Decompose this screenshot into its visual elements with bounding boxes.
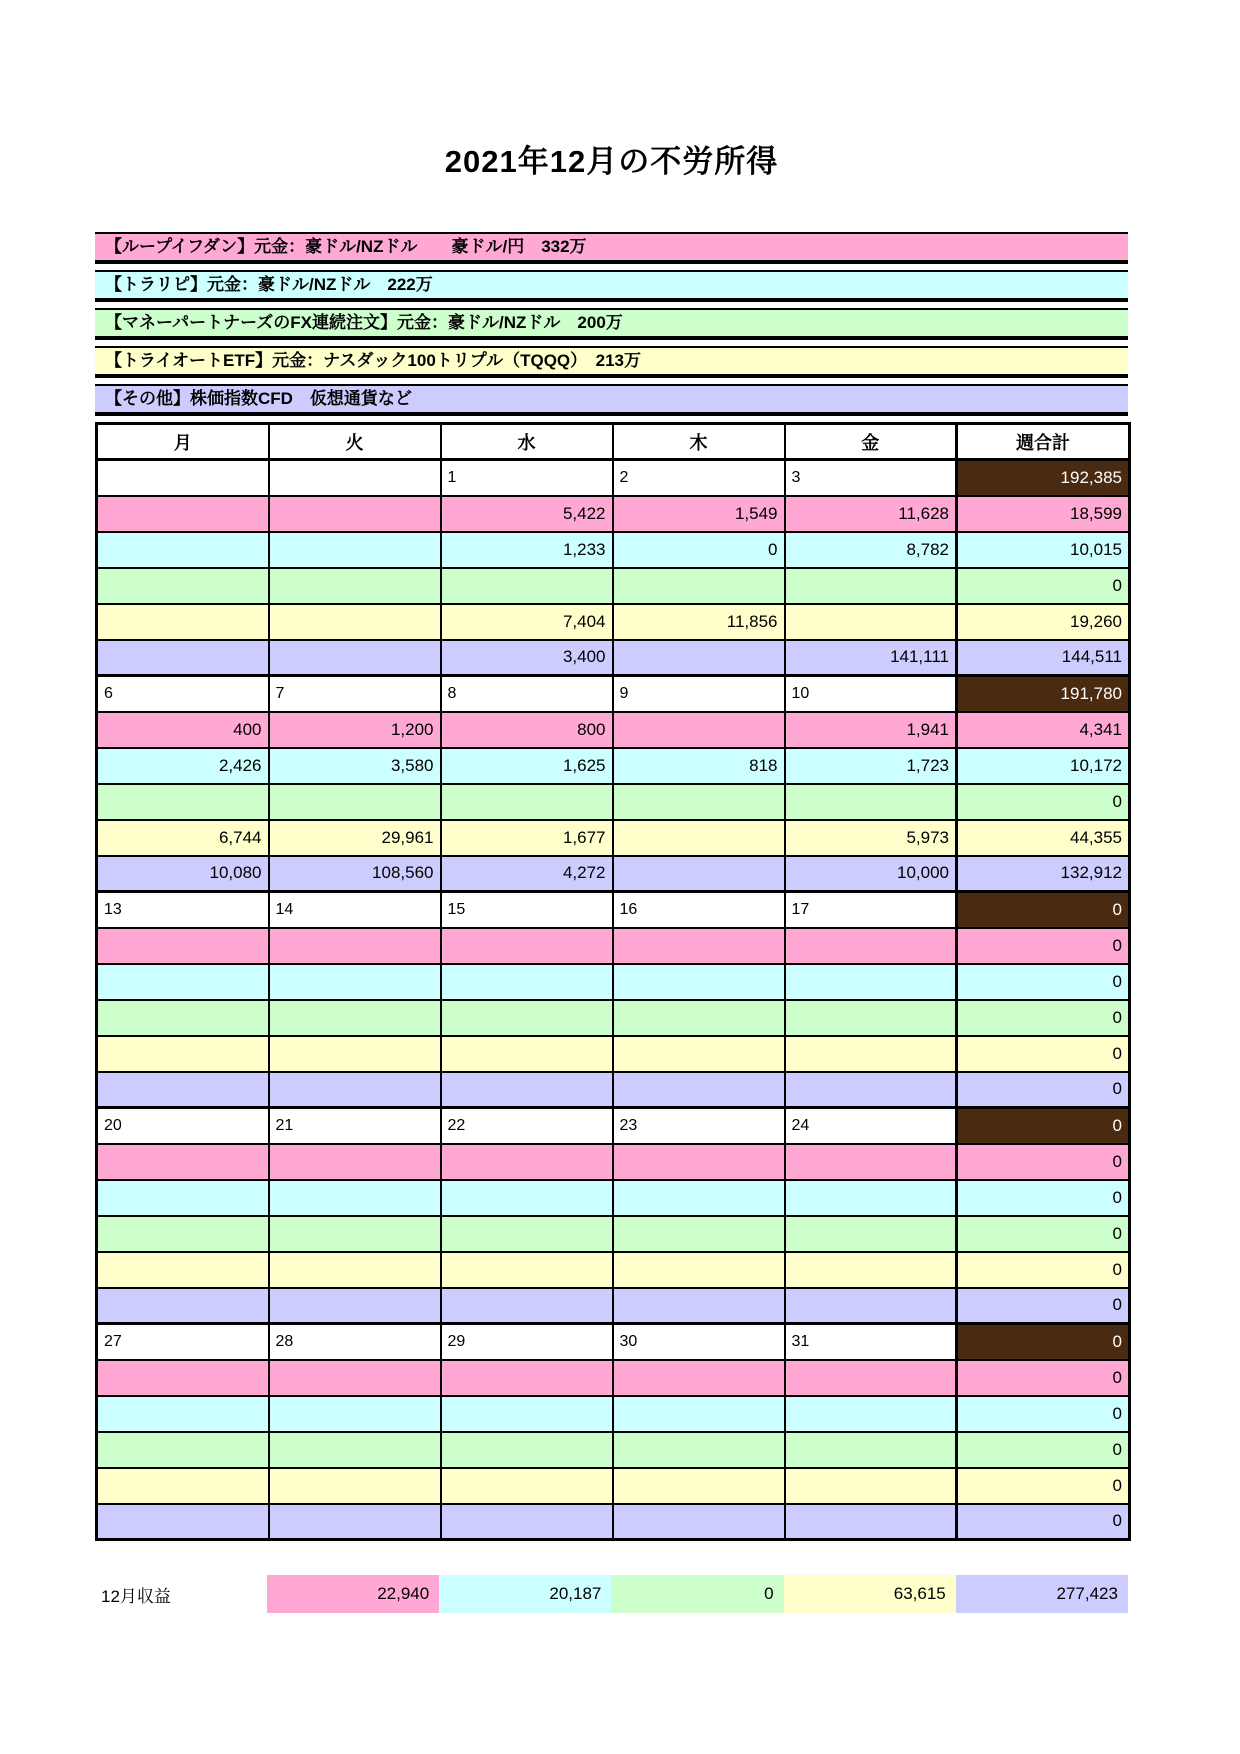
value-cell: 10,080	[97, 856, 269, 892]
date-cell: 8	[441, 676, 613, 712]
value-cell	[785, 568, 957, 604]
value-cell	[269, 928, 441, 964]
value-cell	[613, 928, 785, 964]
row-week-total-cell: 44,355	[957, 820, 1130, 856]
value-cell: 5,422	[441, 496, 613, 532]
row-week-total-cell: 4,341	[957, 712, 1130, 748]
value-cell	[613, 1468, 785, 1504]
row-week-total-cell: 19,260	[957, 604, 1130, 640]
value-cell	[785, 1432, 957, 1468]
date-cell: 28	[269, 1324, 441, 1360]
value-cell	[785, 1504, 957, 1540]
header-week-total: 週合計	[957, 424, 1130, 460]
summary-label: 12月収益	[95, 1575, 267, 1613]
value-cell	[613, 1180, 785, 1216]
date-cell: 3	[785, 460, 957, 496]
value-cell	[613, 1000, 785, 1036]
value-cell	[269, 640, 441, 676]
row-week-total-cell: 0	[957, 928, 1130, 964]
summary-value-triauto-etf: 63,615	[784, 1575, 956, 1613]
legend	[95, 232, 1128, 422]
value-cell	[269, 1072, 441, 1108]
week-total-cell: 192,385	[957, 460, 1130, 496]
date-cell: 27	[97, 1324, 269, 1360]
week-total-cell: 0	[957, 892, 1130, 928]
value-cell	[613, 1504, 785, 1540]
value-cell	[441, 1504, 613, 1540]
value-cell	[97, 784, 269, 820]
header-weekday: 木	[613, 424, 785, 460]
value-cell	[97, 1036, 269, 1072]
date-row	[97, 460, 1130, 496]
value-cell	[97, 964, 269, 1000]
value-cell	[269, 1396, 441, 1432]
value-cell: 818	[613, 748, 785, 784]
header-weekday: 月	[97, 424, 269, 460]
row-week-total-cell: 0	[957, 1252, 1130, 1288]
value-cell: 1,200	[269, 712, 441, 748]
header-weekday: 金	[785, 424, 957, 460]
strategy-row-pink	[97, 712, 1130, 748]
value-cell: 29,961	[269, 820, 441, 856]
value-cell	[441, 964, 613, 1000]
value-cell: 1,549	[613, 496, 785, 532]
value-cell	[441, 1396, 613, 1432]
value-cell	[785, 1144, 957, 1180]
date-cell: 31	[785, 1324, 957, 1360]
row-week-total-cell: 132,912	[957, 856, 1130, 892]
strategy-row-lavender	[97, 1288, 1130, 1324]
header-weekday: 火	[269, 424, 441, 460]
strategy-row-cyan	[97, 1396, 1130, 1432]
value-cell	[785, 784, 957, 820]
strategy-row-yellow	[97, 1036, 1130, 1072]
value-cell	[785, 928, 957, 964]
date-row	[97, 1324, 1130, 1360]
value-cell	[269, 1432, 441, 1468]
date-cell: 23	[613, 1108, 785, 1144]
value-cell	[269, 568, 441, 604]
value-cell	[97, 1144, 269, 1180]
date-cell: 16	[613, 892, 785, 928]
value-cell	[613, 964, 785, 1000]
legend-item-other: 【その他】株価指数CFD 仮想通貨など	[95, 384, 1128, 416]
value-cell: 11,856	[613, 604, 785, 640]
value-cell: 2,426	[97, 748, 269, 784]
summary-value-money-partners: 0	[611, 1575, 783, 1613]
strategy-row-lavender	[97, 640, 1130, 676]
value-cell	[97, 640, 269, 676]
date-cell	[97, 460, 269, 496]
value-cell: 11,628	[785, 496, 957, 532]
value-cell	[97, 568, 269, 604]
value-cell: 4,272	[441, 856, 613, 892]
value-cell	[269, 1288, 441, 1324]
strategy-row-cyan	[97, 964, 1130, 1000]
value-cell	[441, 1216, 613, 1252]
value-cell	[269, 604, 441, 640]
value-cell: 5,973	[785, 820, 957, 856]
value-cell	[97, 1216, 269, 1252]
value-cell	[269, 1000, 441, 1036]
value-cell: 3,580	[269, 748, 441, 784]
value-cell: 8,782	[785, 532, 957, 568]
strategy-row-lavender	[97, 856, 1130, 892]
value-cell	[97, 532, 269, 568]
value-cell	[269, 496, 441, 532]
value-cell	[97, 1396, 269, 1432]
row-week-total-cell: 0	[957, 1180, 1130, 1216]
value-cell	[613, 1288, 785, 1324]
value-cell	[441, 1072, 613, 1108]
summary-value-loop-ifudan: 22,940	[267, 1575, 439, 1613]
date-cell: 21	[269, 1108, 441, 1144]
value-cell	[785, 1000, 957, 1036]
value-cell	[97, 928, 269, 964]
row-week-total-cell: 0	[957, 1288, 1130, 1324]
date-cell: 22	[441, 1108, 613, 1144]
value-cell	[269, 1360, 441, 1396]
value-cell: 1,677	[441, 820, 613, 856]
strategy-row-yellow	[97, 1252, 1130, 1288]
value-cell: 6,744	[97, 820, 269, 856]
value-cell	[613, 1360, 785, 1396]
date-cell: 17	[785, 892, 957, 928]
row-week-total-cell: 0	[957, 1144, 1130, 1180]
strategy-row-cyan	[97, 532, 1130, 568]
value-cell	[269, 1144, 441, 1180]
value-cell	[785, 1396, 957, 1432]
value-cell	[441, 568, 613, 604]
value-cell	[269, 1504, 441, 1540]
value-cell	[97, 1180, 269, 1216]
date-cell: 29	[441, 1324, 613, 1360]
row-week-total-cell: 0	[957, 1216, 1130, 1252]
strategy-row-pink	[97, 928, 1130, 964]
value-cell	[785, 1180, 957, 1216]
date-cell: 1	[441, 460, 613, 496]
value-cell	[613, 1036, 785, 1072]
legend-item-toraripi: 【トラリピ】元金：豪ドル/NZドル 222万	[95, 270, 1128, 302]
value-cell	[441, 1432, 613, 1468]
value-cell: 800	[441, 712, 613, 748]
calendar-table	[95, 422, 1131, 1541]
value-cell	[613, 1432, 785, 1468]
value-cell	[613, 1072, 785, 1108]
row-week-total-cell: 0	[957, 784, 1130, 820]
value-cell: 3,400	[441, 640, 613, 676]
value-cell	[785, 1252, 957, 1288]
value-cell	[613, 640, 785, 676]
value-cell	[441, 784, 613, 820]
legend-item-money-partners: 【マネーパートナーズのFX連続注文】元金：豪ドル/NZドル 200万	[95, 308, 1128, 340]
strategy-row-yellow	[97, 820, 1130, 856]
value-cell	[441, 1360, 613, 1396]
value-cell: 108,560	[269, 856, 441, 892]
strategy-row-green	[97, 1000, 1130, 1036]
legend-item-loop-ifudan: 【ループイフダン】元金：豪ドル/NZドル 豪ドル/円 332万	[95, 232, 1128, 264]
legend-item-triauto-etf: 【トライオートETF】元金：ナスダック100トリプル（TQQQ） 213万	[95, 346, 1128, 378]
date-cell: 2	[613, 460, 785, 496]
strategy-row-yellow	[97, 1468, 1130, 1504]
strategy-row-pink	[97, 1144, 1130, 1180]
value-cell	[97, 1072, 269, 1108]
value-cell	[97, 1000, 269, 1036]
row-week-total-cell: 0	[957, 1432, 1130, 1468]
row-week-total-cell: 0	[957, 1504, 1130, 1540]
value-cell: 1,723	[785, 748, 957, 784]
date-cell	[269, 460, 441, 496]
value-cell	[97, 604, 269, 640]
date-cell: 20	[97, 1108, 269, 1144]
date-cell: 13	[97, 892, 269, 928]
value-cell	[97, 1468, 269, 1504]
date-cell: 30	[613, 1324, 785, 1360]
summary-value-other: 277,423	[956, 1575, 1128, 1613]
value-cell	[269, 532, 441, 568]
value-cell	[785, 1072, 957, 1108]
value-cell	[613, 1216, 785, 1252]
value-cell	[785, 1468, 957, 1504]
summary-value-toraripi: 20,187	[439, 1575, 611, 1613]
strategy-row-yellow	[97, 604, 1130, 640]
value-cell	[785, 964, 957, 1000]
value-cell	[613, 1144, 785, 1180]
row-week-total-cell: 0	[957, 1468, 1130, 1504]
value-cell	[269, 1468, 441, 1504]
value-cell	[613, 1396, 785, 1432]
week-total-cell: 0	[957, 1324, 1130, 1360]
row-week-total-cell: 0	[957, 568, 1130, 604]
value-cell	[97, 1360, 269, 1396]
value-cell	[441, 1468, 613, 1504]
value-cell	[97, 1504, 269, 1540]
value-cell	[97, 1432, 269, 1468]
row-week-total-cell: 0	[957, 1072, 1130, 1108]
value-cell: 400	[97, 712, 269, 748]
value-cell	[785, 1216, 957, 1252]
value-cell	[441, 1288, 613, 1324]
value-cell	[441, 1036, 613, 1072]
value-cell	[441, 1180, 613, 1216]
value-cell: 10,000	[785, 856, 957, 892]
value-cell: 1,233	[441, 532, 613, 568]
strategy-row-lavender	[97, 1504, 1130, 1540]
value-cell	[441, 1000, 613, 1036]
strategy-row-green	[97, 1432, 1130, 1468]
value-cell	[785, 1360, 957, 1396]
strategy-row-cyan	[97, 748, 1130, 784]
row-week-total-cell: 0	[957, 964, 1130, 1000]
value-cell	[269, 1252, 441, 1288]
value-cell	[613, 1252, 785, 1288]
value-cell: 7,404	[441, 604, 613, 640]
value-cell	[613, 820, 785, 856]
value-cell	[613, 856, 785, 892]
value-cell: 1,941	[785, 712, 957, 748]
date-cell: 10	[785, 676, 957, 712]
value-cell	[613, 784, 785, 820]
value-cell	[97, 496, 269, 532]
week-total-cell: 191,780	[957, 676, 1130, 712]
strategy-row-pink	[97, 1360, 1130, 1396]
date-row	[97, 1108, 1130, 1144]
date-cell: 24	[785, 1108, 957, 1144]
header-weekday: 水	[441, 424, 613, 460]
week-total-cell: 0	[957, 1108, 1130, 1144]
value-cell	[269, 784, 441, 820]
date-cell: 14	[269, 892, 441, 928]
value-cell	[97, 1288, 269, 1324]
date-cell: 6	[97, 676, 269, 712]
date-cell: 15	[441, 892, 613, 928]
value-cell	[441, 928, 613, 964]
value-cell	[269, 1180, 441, 1216]
row-week-total-cell: 18,599	[957, 496, 1130, 532]
date-cell: 7	[269, 676, 441, 712]
date-cell: 9	[613, 676, 785, 712]
value-cell	[785, 1036, 957, 1072]
strategy-row-cyan	[97, 1180, 1130, 1216]
strategy-row-green	[97, 784, 1130, 820]
value-cell	[97, 1252, 269, 1288]
monthly-summary	[95, 1575, 1128, 1613]
value-cell	[785, 604, 957, 640]
value-cell	[441, 1252, 613, 1288]
value-cell	[441, 1144, 613, 1180]
value-cell	[613, 712, 785, 748]
strategy-row-pink	[97, 496, 1130, 532]
row-week-total-cell: 0	[957, 1000, 1130, 1036]
value-cell	[613, 568, 785, 604]
row-week-total-cell: 144,511	[957, 640, 1130, 676]
strategy-row-lavender	[97, 1072, 1130, 1108]
strategy-row-green	[97, 568, 1130, 604]
value-cell: 1,625	[441, 748, 613, 784]
row-week-total-cell: 10,172	[957, 748, 1130, 784]
value-cell: 0	[613, 532, 785, 568]
page-title: 2021年12月の不労所得	[444, 144, 779, 179]
value-cell	[269, 964, 441, 1000]
date-row	[97, 676, 1130, 712]
value-cell	[269, 1036, 441, 1072]
row-week-total-cell: 0	[957, 1396, 1130, 1432]
date-row	[97, 892, 1130, 928]
strategy-row-green	[97, 1216, 1130, 1252]
row-week-total-cell: 10,015	[957, 532, 1130, 568]
value-cell	[785, 1288, 957, 1324]
row-week-total-cell: 0	[957, 1360, 1130, 1396]
value-cell	[269, 1216, 441, 1252]
value-cell: 141,111	[785, 640, 957, 676]
row-week-total-cell: 0	[957, 1036, 1130, 1072]
